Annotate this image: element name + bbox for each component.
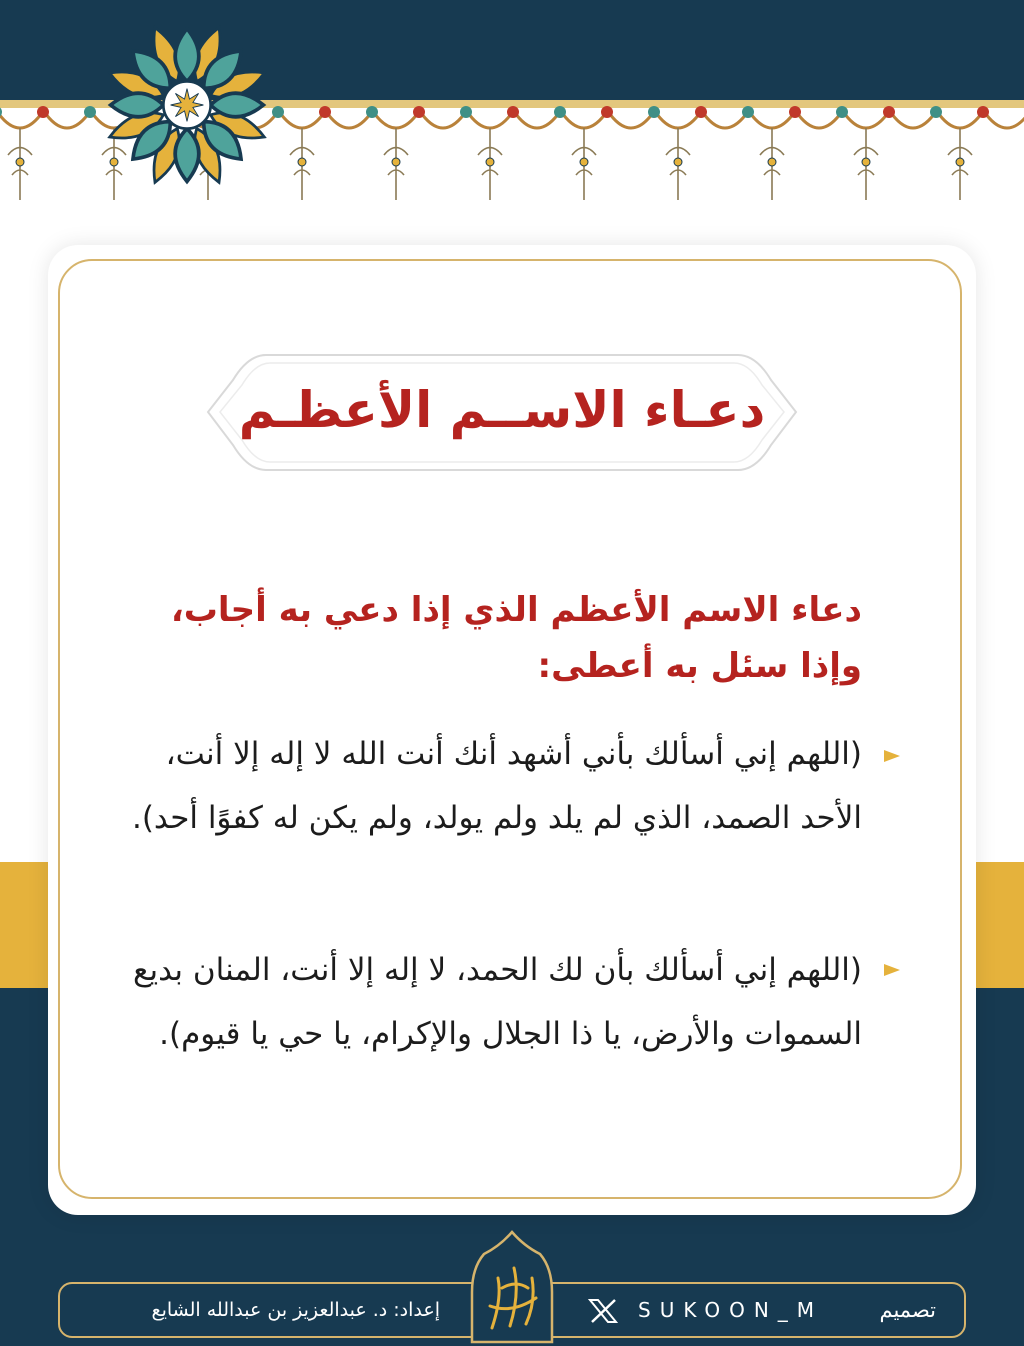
garland-knob	[580, 158, 588, 166]
garland-flower	[601, 106, 613, 118]
rosette-petal-teal	[111, 93, 164, 117]
garland-flower	[507, 106, 519, 118]
garland-flower	[648, 106, 660, 118]
calligraphy-emblem-icon	[462, 1228, 562, 1346]
author-credit: إعداد: د. عبدالعزيز بن عبدالله الشايع	[151, 1299, 440, 1321]
garland-flower	[319, 106, 331, 118]
garland-flower	[84, 106, 96, 118]
rosette-petal-teal	[175, 29, 199, 82]
design-credit	[586, 1290, 936, 1330]
garland-flower	[977, 106, 989, 118]
garland-knob	[956, 158, 964, 166]
garland-knob	[862, 158, 870, 166]
garland-flower	[789, 106, 801, 118]
garland-flower	[930, 106, 942, 118]
garland-knob	[674, 158, 682, 166]
garland-knob	[486, 158, 494, 166]
triangle-bullet-icon	[882, 960, 902, 980]
garland-flower	[37, 106, 49, 118]
rosette-petal-teal	[211, 93, 264, 117]
design-label: تصميم	[879, 1298, 936, 1322]
garland-knob	[298, 158, 306, 166]
garland-knob	[768, 158, 776, 166]
garland-knob	[392, 158, 400, 166]
garland-flower	[883, 106, 895, 118]
garland-flower	[695, 106, 707, 118]
page-title: دعـاء الاســم الأعظـم	[238, 381, 766, 439]
social-handle: SUKOON_M	[638, 1298, 824, 1322]
triangle-bullet-icon	[882, 746, 902, 766]
garland-flower	[413, 106, 425, 118]
garland-flower	[554, 106, 566, 118]
garland-knob	[16, 158, 24, 166]
garland-flower	[460, 106, 472, 118]
garland-flower	[742, 106, 754, 118]
dua-paragraph: (اللهم إني أسألك بأني أشهد أنك أنت الله لا إله إلا أنت، الأحد الصمد، الذي لم يلد ولم يولد، ولم يكن له كفوًا أحد).	[131, 736, 862, 836]
x-logo-icon	[586, 1298, 620, 1324]
garland-flower	[366, 106, 378, 118]
intro-text: دعاء الاسم الأعظم الذي إذا دعي به أجاب، وإذا سئل به أعطى:	[170, 590, 862, 686]
garland-flower	[836, 106, 848, 118]
rosette-petal-teal	[175, 129, 199, 182]
rosette-ornament-icon	[96, 14, 278, 196]
dua-paragraph: (اللهم إني أسألك بأن لك الحمد، لا إله إلا أنت، المنان بديع السموات والأرض، يا ذا الجلال والإكرام، يا حي يا قيوم).	[133, 952, 862, 1052]
